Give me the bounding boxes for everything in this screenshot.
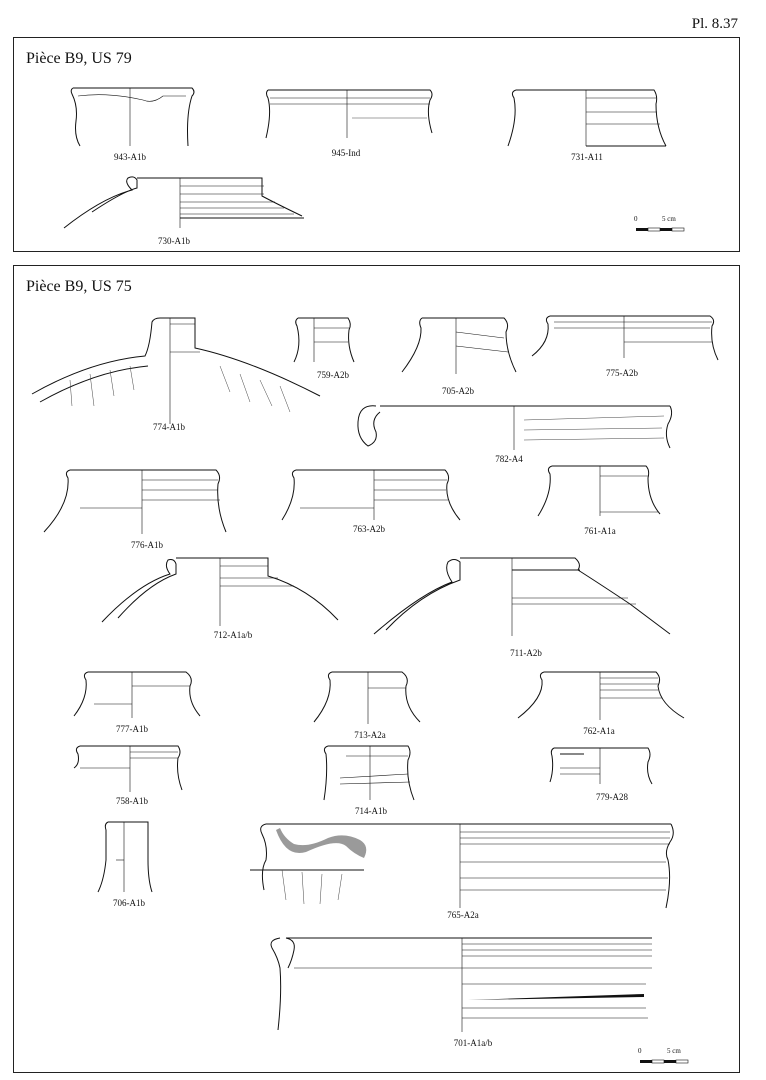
panel-us79 <box>13 37 740 252</box>
panel-us79-scale-zero: 0 <box>634 215 638 223</box>
panel-us75-scale-five: 5 cm <box>667 1047 681 1055</box>
sherd-706-drawing <box>96 820 156 896</box>
sherd-776-label: 776-A1b <box>131 540 163 550</box>
panel-us75-scale-zero: 0 <box>638 1047 642 1055</box>
sherd-765-drawing <box>246 820 676 910</box>
sherd-713-drawing <box>310 670 430 726</box>
sherd-782-label: 782-A4 <box>495 454 523 464</box>
sherd-705-drawing <box>400 316 520 376</box>
panel-us79-scale-bar <box>634 226 694 236</box>
sherd-730-label: 730-A1b <box>158 236 190 246</box>
sherd-731-label: 731-A11 <box>571 152 603 162</box>
panel-us75 <box>13 265 740 1073</box>
sherd-758-drawing <box>72 744 187 794</box>
panel-us79-scale-five: 5 cm <box>662 215 676 223</box>
sherd-759-drawing <box>292 316 357 366</box>
sherd-701-drawing <box>258 934 658 1034</box>
sherd-714-label: 714-A1b <box>355 806 387 816</box>
sherd-705-label: 705-A2b <box>442 386 474 396</box>
sherd-943-label: 943-A1b <box>114 152 146 162</box>
sherd-706-label: 706-A1b <box>113 898 145 908</box>
sherd-779-drawing <box>548 746 658 788</box>
sherd-758-label: 758-A1b <box>116 796 148 806</box>
sherd-761-label: 761-A1a <box>584 526 616 536</box>
sherd-730-drawing <box>62 172 312 232</box>
sherd-779-label: 779-A28 <box>596 792 628 802</box>
sherd-712-drawing <box>98 556 348 626</box>
panel-us75-scale-bar <box>638 1058 698 1068</box>
sherd-945-label: 945-Ind <box>331 148 361 158</box>
sherd-731-drawing <box>506 88 671 150</box>
sherd-774-label: 774-A1b <box>153 422 185 432</box>
sherd-945-drawing <box>262 88 437 143</box>
sherd-763-drawing <box>280 468 465 524</box>
sherd-777-label: 777-A1b <box>116 724 148 734</box>
sherd-711-label: 711-A2b <box>510 648 542 658</box>
plate-number: Pl. 8.37 <box>691 16 738 32</box>
sherd-713-label: 713-A2a <box>354 730 386 740</box>
sherd-759-label: 759-A2b <box>317 370 349 380</box>
sherd-777-drawing <box>70 670 210 720</box>
sherd-776-drawing <box>40 468 230 534</box>
sherd-765-label: 765-A2a <box>447 910 479 920</box>
sherd-762-drawing <box>514 670 689 722</box>
sherd-712-label: 712-A1a/b <box>213 630 253 640</box>
panel-us75-title: Pièce B9, US 75 <box>26 278 132 295</box>
sherd-761-drawing <box>534 464 664 520</box>
sherd-762-label: 762-A1a <box>583 726 615 736</box>
sherd-775-drawing <box>530 314 720 364</box>
sherd-782-drawing <box>354 402 674 452</box>
sherd-774-drawing <box>30 316 320 426</box>
sherd-714-drawing <box>320 744 420 804</box>
sherd-711-drawing <box>370 554 675 636</box>
sherd-943-drawing <box>68 86 198 150</box>
sherd-763-label: 763-A2b <box>353 524 385 534</box>
sherd-775-label: 775-A2b <box>606 368 638 378</box>
sherd-701-label: 701-A1a/b <box>453 1038 493 1048</box>
panel-us79-title: Pièce B9, US 79 <box>26 50 132 67</box>
